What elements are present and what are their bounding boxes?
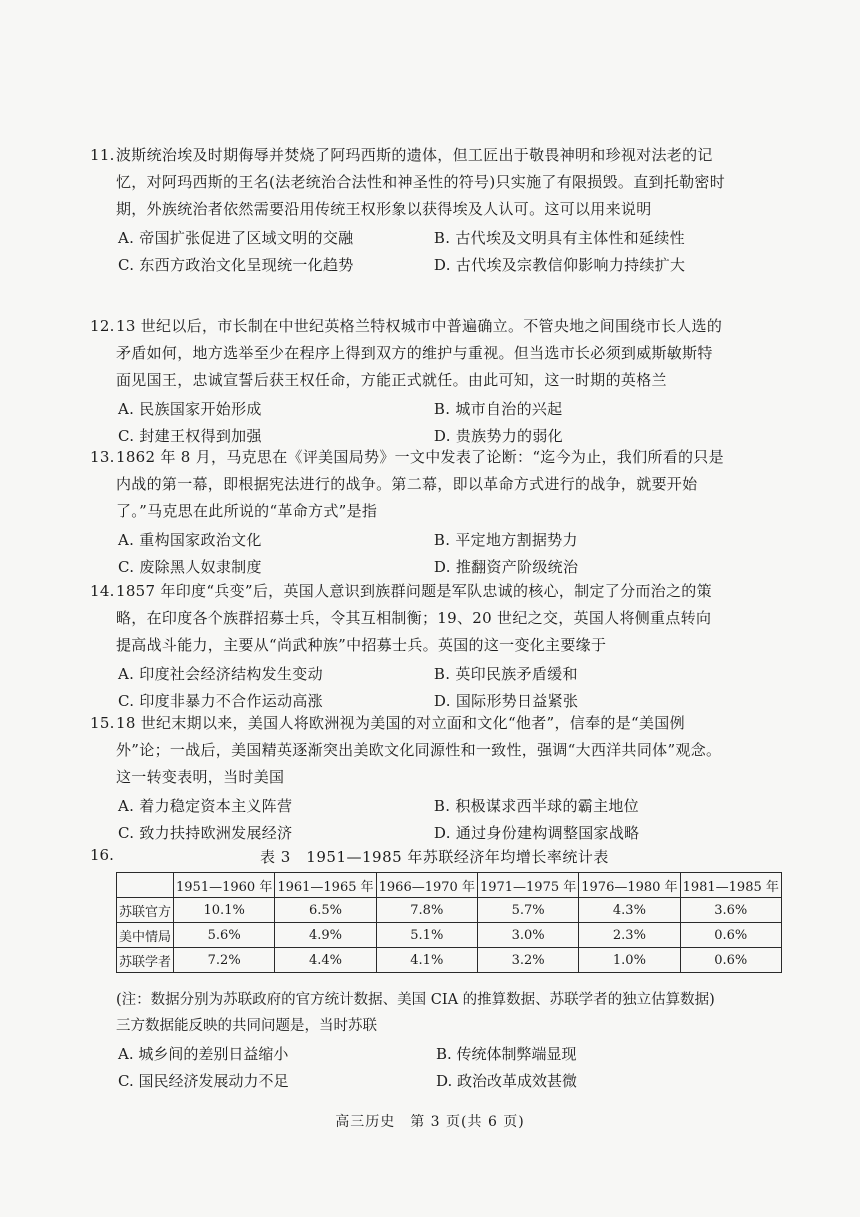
option-c[interactable]: C. 国民经济发展动力不足 [118,1072,289,1090]
option-d[interactable]: D. 贵族势力的弱化 [433,427,563,445]
question-stem [90,313,726,394]
option-b[interactable]: B. 积极谋求西半球的霸主地位 [433,797,639,815]
table-cell: 4.9% [275,923,376,948]
table-header-row [117,873,782,898]
options [116,396,726,450]
stem-text: 18 世纪末期以来，美国人将欧洲视为美国的对立面和文化“他者”，信奉的是“美国例外”论；一战后，美国精英逐渐突出美欧文化同源性和一致性，强调“大西洋共同体”观念。这一转变表明，当时美国 [116,714,722,786]
page-footer: 高三历史 第 3 页(共 6 页) [335,1114,525,1130]
option-b[interactable]: B. 平定地方割据势力 [433,531,578,549]
options [116,661,726,715]
options [116,793,726,847]
table-cell: 5.6% [174,923,275,948]
option-d[interactable]: D. 古代埃及宗教信仰影响力持续扩大 [433,256,686,274]
growth-rate-table [116,872,782,973]
question-number: 12. [90,317,115,335]
question-14 [90,578,726,715]
option-a[interactable]: A. 帝国扩张促进了区域文明的交融 [118,229,354,247]
table-cell: 0.6% [680,948,781,973]
table-row [117,948,782,973]
option-a[interactable]: A. 印度社会经济结构发生变动 [118,665,323,683]
table-cell: 6.5% [275,898,376,923]
table-cell: 0.6% [680,923,781,948]
table-cell: 1.0% [579,948,680,973]
table-cell: 3.6% [680,898,781,923]
question-number: 15. [90,714,115,732]
question-number: 16. [90,846,114,864]
question-12 [90,313,726,450]
question-number: 13. [90,448,115,466]
header-cell [117,873,174,898]
table-cell: 2.3% [579,923,680,948]
table-cell: 4.1% [376,948,477,973]
header-cell: 1976—1980 年 [579,873,680,898]
row-label: 苏联学者 [117,948,174,973]
option-c[interactable]: C. 废除黑人奴隶制度 [118,558,262,576]
stem-text: 1862 年 8 月，马克思在《评美国局势》一文中发表了论断：“迄今为止，我们所看的只是内战的第一幕，即根据宪法进行的战争。第二幕，即以革命方式进行的战争，就要开始了。”马克思在此所说的“革命方式”是指 [116,448,724,520]
header-cell: 1971—1975 年 [477,873,578,898]
question-number: 11. [90,146,115,164]
stem-text: 波斯统治埃及时期侮辱并焚烧了阿玛西斯的遗体，但工匠出于敬畏神明和珍视对法老的记忆，对阿玛西斯的王名(法老统治合法性和神圣性的符号)只实施了有限损毁。直到托勒密时期，外族统治者依然需要沿用传统王权形象以获得埃及人认可。这可以用来说明 [116,146,726,218]
question-15 [90,710,726,847]
table-cell: 10.1% [174,898,275,923]
option-b[interactable]: B. 英印民族矛盾缓和 [433,665,578,683]
option-c[interactable]: C. 东西方政治文化呈现统一化趋势 [118,256,354,274]
option-a[interactable]: A. 城乡间的差别日益缩小 [118,1045,289,1063]
table-row [117,923,782,948]
question-stem [90,578,726,659]
table-cell: 5.7% [477,898,578,923]
option-c[interactable]: C. 印度非暴力不合作运动高涨 [118,692,323,710]
option-d[interactable]: D. 推翻资产阶级统治 [433,558,579,576]
option-b[interactable]: B. 城市自治的兴起 [433,400,563,418]
table-cell: 4.4% [275,948,376,973]
option-c[interactable]: C. 封建王权得到加强 [118,427,262,445]
stem-text: 1857 年印度“兵变”后，英国人意识到族群问题是军队忠诚的核心，制定了分而治之的策略，在印度各个族群招募士兵，令其互相制衡；19、20 世纪之交，英国人将侧重点转向提高战斗能力，主要从“尚武种族”中招募士兵。英国的这一变化主要缘于 [116,582,712,654]
option-b[interactable]: B. 古代埃及文明具有主体性和延续性 [433,229,685,247]
option-b[interactable]: B. 传统体制弊端显现 [436,1045,577,1063]
options [116,225,726,279]
row-label: 苏联官方 [117,898,174,923]
option-d[interactable]: D. 国际形势日益紧张 [433,692,579,710]
option-a[interactable]: A. 着力稳定资本主义阵营 [118,797,293,815]
header-cell: 1961—1965 年 [275,873,376,898]
table-cell: 5.1% [376,923,477,948]
question-13 [90,444,726,581]
option-a[interactable]: A. 重构国家政治文化 [118,531,262,549]
header-cell: 1951—1960 年 [174,873,275,898]
header-cell: 1966—1970 年 [376,873,477,898]
table-title: 表 3 1951—1985 年苏联经济年均增长率统计表 [260,848,609,866]
stem-text: 13 世纪以后，市长制在中世纪英格兰特权城市中普遍确立。不管央地之间围绕市长人选的矛盾如何，地方选举至少在程序上得到双方的维护与重视。但当选市长必须到威斯敏斯特面见国王，忠诚宣誓后获王权任命，方能正式就任。由此可知，这一时期的英格兰 [116,317,723,389]
question-11 [90,142,726,279]
question-stem [90,444,726,525]
table-cell: 7.8% [376,898,477,923]
table-note: (注：数据分别为苏联政府的官方统计数据、美国 CIA 的推算数据、苏联学者的独立估算数据) [116,992,715,1008]
header-cell: 1981—1985 年 [680,873,781,898]
question-number: 14. [90,582,115,600]
question-16-body [116,987,736,1095]
option-d[interactable]: D. 政治改革成效甚微 [436,1072,578,1090]
option-a[interactable]: A. 民族国家开始形成 [118,400,262,418]
table-cell: 3.2% [477,948,578,973]
option-c[interactable]: C. 致力扶持欧洲发展经济 [118,824,293,842]
row-label: 美中情局 [117,923,174,948]
options [116,527,726,581]
table-row [117,898,782,923]
options [116,1041,736,1095]
table-cell: 3.0% [477,923,578,948]
option-d[interactable]: D. 通过身份建构调整国家战略 [433,824,640,842]
question-stem [90,710,726,791]
table-cell: 7.2% [174,948,275,973]
question-stem [90,142,726,223]
question-stem: 三方数据能反映的共同问题是，当时苏联 [116,1018,377,1034]
table-cell: 4.3% [579,898,680,923]
